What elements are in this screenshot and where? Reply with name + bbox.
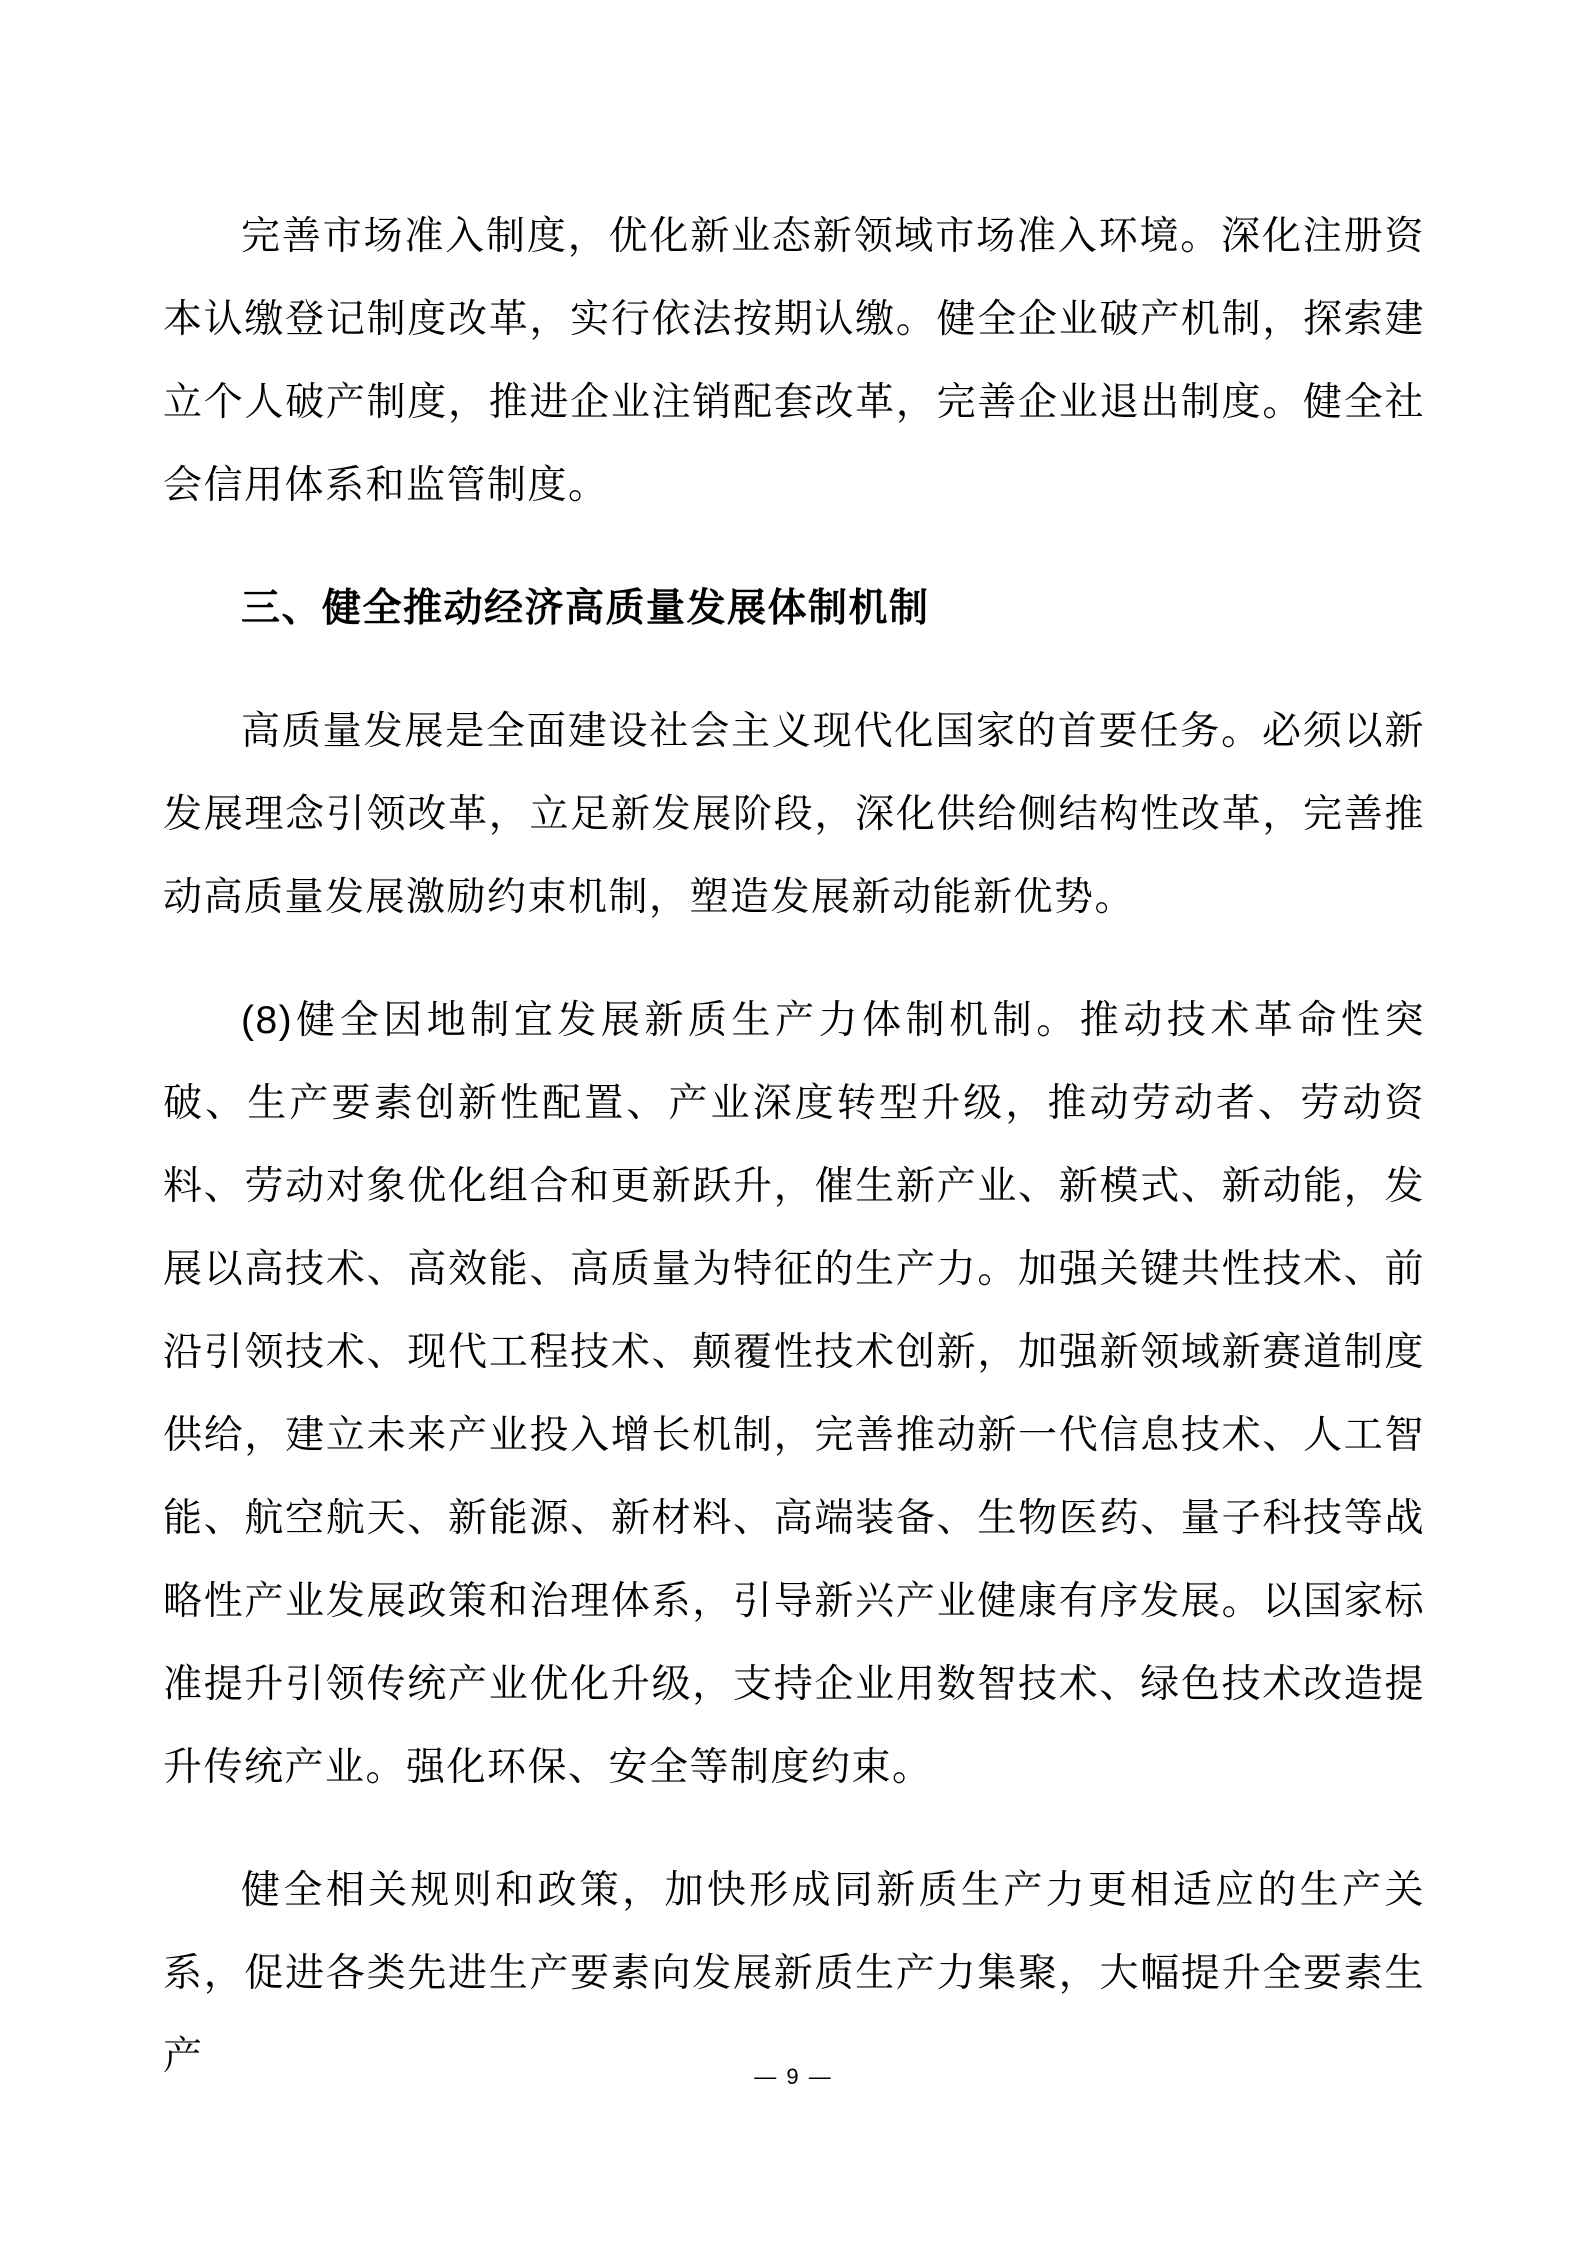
paragraph-high-quality-intro: 高质量发展是全面建设社会主义现代化国家的首要任务。必须以新发展理念引领改革，立足新发展阶段，深化供给侧结构性改革，完善推动高质量发展激励约束机制，塑造发展新动能新优势。 — [163, 710, 1425, 919]
section-heading-3: 三、健全推动经济高质量发展体制机制 — [241, 587, 930, 630]
page-footer — [0, 2062, 1587, 2092]
document-content — [163, 195, 1425, 2138]
paragraph-rules-policies: 健全相关规则和政策，加快形成同新质生产力更相适应的生产关系，促进各类先进生产要素向发展新质生产力集聚，大幅提升全要素生产 — [163, 1869, 1425, 2078]
paragraph-market-access: 完善市场准入制度，优化新业态新领域市场准入环境。深化注册资本认缴登记制度改革，实行依法按期认缴。健全企业破产机制，探索建立个人破产制度，推进企业注销配套改革，完善企业退出制度。健全社会信用体系和监管制度。 — [163, 215, 1425, 507]
page-number: — 9 — — [754, 2064, 833, 2089]
paragraph-item-8: (8)健全因地制宜发展新质生产力体制机制。推动技术革命性突破、生产要素创新性配置、产业深度转型升级，推动劳动者、劳动资料、劳动对象优化组合和更新跃升，催生新产业、新模式、新动能，发展以高技术、高效能、高质量为特征的生产力。加强关键共性技术、前沿引领技术、现代工程技术、颠覆性技术创新，加强新领域新赛道制度供给，建立未来产业投入增长机制，完善推动新一代信息技术、人工智能、航空航天、新能源、新材料、高端装备、生物医药、量子科技等战略性产业发展政策和治理体系，引导新兴产业健康有序发展。以国家标准提升引领传统产业优化升级，支持企业用数智技术、绿色技术改造提升传统产业。强化环保、安全等制度约束。 — [163, 999, 1425, 1789]
